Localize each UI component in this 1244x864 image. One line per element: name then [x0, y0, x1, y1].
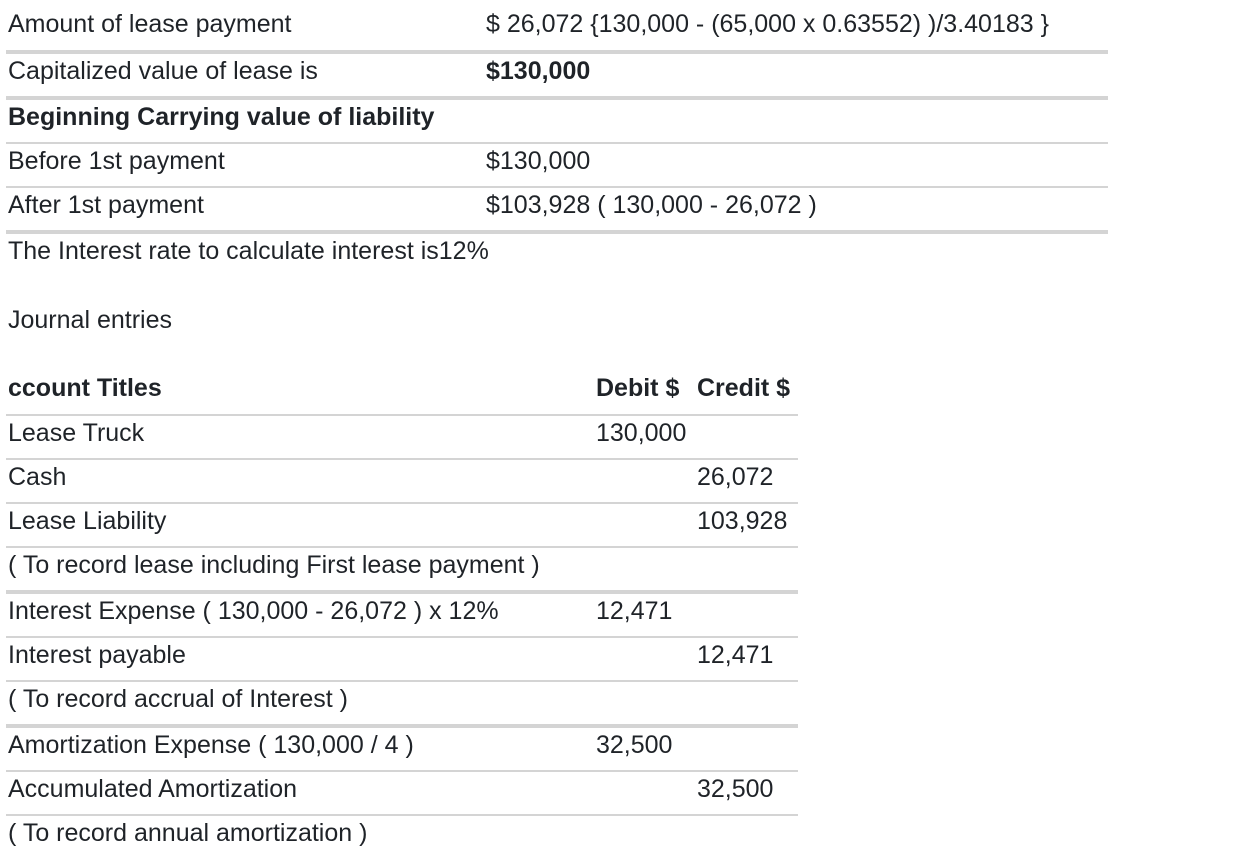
journal-credit-interest-payable: 12,471: [697, 641, 774, 669]
journal-title-lease-liability: Lease Liability: [8, 507, 167, 535]
column-header-account-titles: ccount Titles: [8, 374, 162, 402]
row-divider: [6, 636, 798, 638]
journal-debit-lease-truck: 130,000: [596, 419, 687, 447]
journal-debit-amortization-expense: 32,500: [596, 731, 673, 759]
journal-narration-lease: ( To record lease including First lease payment ): [8, 551, 540, 579]
journal-title-cash: Cash: [8, 463, 67, 491]
journal-credit-cash: 26,072: [697, 463, 774, 491]
summary-value-after-payment: $103,928 ( 130,000 - 26,072 ): [486, 191, 817, 219]
interest-rate-note: The Interest rate to calculate interest is12%: [8, 237, 489, 265]
row-divider: [6, 96, 1108, 100]
journal-title-interest-expense: Interest Expense ( 130,000 - 26,072 ) x 12%: [8, 597, 499, 625]
row-divider: [6, 724, 798, 728]
row-divider: [6, 680, 798, 682]
journal-title-amortization-expense: Amortization Expense ( 130,000 / 4 ): [8, 731, 414, 759]
summary-value-lease-payment: $ 26,072 {130,000 - (65,000 x 0.63552) )/3.40183 }: [486, 10, 1049, 38]
journal-title-accumulated-amortization: Accumulated Amortization: [8, 775, 298, 803]
row-divider: [6, 814, 798, 816]
journal-heading: Journal entries: [8, 306, 172, 334]
journal-title-lease-truck: Lease Truck: [8, 419, 145, 447]
summary-label-capitalized-value: Capitalized value of lease is: [8, 57, 318, 85]
journal-debit-interest-expense: 12,471: [596, 597, 673, 625]
row-divider: [6, 50, 1108, 54]
row-divider: [6, 142, 1108, 144]
row-divider: [6, 186, 1108, 188]
row-divider: [6, 502, 798, 504]
summary-label-beginning-carrying-value: Beginning Carrying value of liability: [8, 103, 435, 131]
row-divider: [6, 770, 798, 772]
summary-label-before-payment: Before 1st payment: [8, 147, 225, 175]
row-divider: [6, 458, 798, 460]
summary-label-after-payment: After 1st payment: [8, 191, 204, 219]
column-header-credit: Credit $: [697, 374, 791, 402]
column-header-debit: Debit $: [596, 374, 680, 402]
journal-title-interest-payable: Interest payable: [8, 641, 186, 669]
journal-narration-interest: ( To record accrual of Interest ): [8, 685, 348, 713]
summary-value-before-payment: $130,000: [486, 147, 591, 175]
row-divider: [6, 414, 798, 416]
journal-credit-accumulated-amortization: 32,500: [697, 775, 774, 803]
journal-credit-lease-liability: 103,928: [697, 507, 788, 535]
row-divider: [6, 546, 798, 548]
row-divider: [6, 230, 1108, 234]
summary-label-lease-payment: Amount of lease payment: [8, 10, 292, 38]
journal-narration-amortization: ( To record annual amortization ): [8, 819, 368, 847]
row-divider: [6, 590, 798, 594]
summary-value-capitalized-value: $130,000: [486, 57, 591, 85]
